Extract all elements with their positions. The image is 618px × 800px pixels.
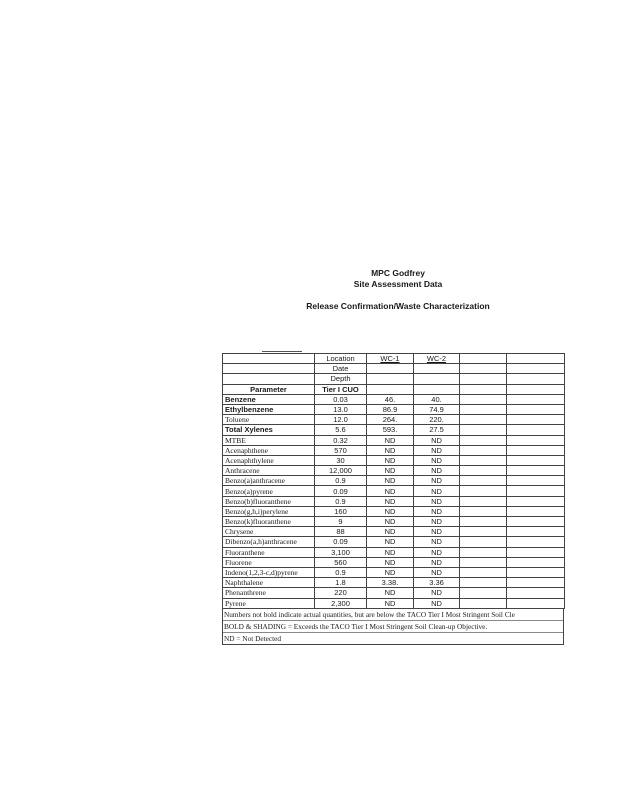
cuo-cell: 0.32 [315,435,367,445]
blank-cell [460,547,507,557]
note-nd: ND = Not Detected [223,632,563,644]
parameter-cell: Acenaphthylene [223,455,315,465]
cuo-cell: 12,000 [315,466,367,476]
cuo-cell: 160 [315,506,367,516]
parameter-cell: Benzo(g,h,i)perylene [223,506,315,516]
blank-cell [507,466,565,476]
header-row-date [223,364,565,374]
table-row [223,425,565,435]
wc2-cell: ND [414,527,460,537]
cuo-cell: 220 [315,588,367,598]
cuo-cell: 3,100 [315,547,367,557]
wc1-cell: ND [367,517,414,527]
header-blank [223,354,315,364]
table-row [223,547,565,557]
blank-cell [507,364,565,374]
blank-cell [507,455,565,465]
wc2-cell: ND [414,496,460,506]
site-name: MPC Godfrey [371,268,425,278]
blank-cell [460,578,507,588]
blank-cell [414,374,460,384]
report-subtitle: Site Assessment Data [353,279,443,289]
table-row [223,435,565,445]
blank-cell [507,527,565,537]
blank-cell [507,537,565,547]
parameter-cell: Benzene [223,394,315,404]
blank-cell [507,598,565,608]
section-title: Release Confirmation/Waste Characterization [306,301,490,311]
blank-cell [460,384,507,394]
blank-cell [507,496,565,506]
header-wc1: WC-1 [367,354,414,364]
wc1-cell: ND [367,455,414,465]
header-parameter: Parameter [223,384,315,394]
parameter-cell: Chrysene [223,527,315,537]
blank-cell [507,445,565,455]
blank-cell [460,527,507,537]
blank-cell [460,567,507,577]
wc2-cell: ND [414,506,460,516]
table-row [223,445,565,455]
table-row [223,578,565,588]
blank-cell [507,557,565,567]
wc2-cell: ND [414,547,460,557]
table-row [223,588,565,598]
parameter-cell: MTBE [223,435,315,445]
parameter-cell: Pyrene [223,598,315,608]
cuo-cell: 0.03 [315,394,367,404]
parameter-cell: Fluoranthene [223,547,315,557]
wc1-cell: 46. [367,394,414,404]
table-row [223,557,565,567]
blank-cell [507,588,565,598]
blank-cell [460,435,507,445]
wc1-cell: ND [367,466,414,476]
wc1-cell: ND [367,567,414,577]
blank-cell [460,466,507,476]
parameter-cell: Benzo(a)pyrene [223,486,315,496]
parameter-cell: Acenaphthene [223,445,315,455]
cuo-cell: 0.09 [315,486,367,496]
cuo-cell: 0.09 [315,537,367,547]
blank-cell [460,486,507,496]
blank-cell [507,425,565,435]
blank-cell [507,476,565,486]
cuo-cell: 0.9 [315,476,367,486]
wc2-cell: ND [414,455,460,465]
blank-cell [460,496,507,506]
note-not-bold: Numbers not bold indicate actual quantities, but are below the TACO Tier I Most Stringent Soil Cle [224,609,515,619]
blank-cell [460,445,507,455]
blank-cell [507,394,565,404]
wc2-cell: ND [414,537,460,547]
wc1-cell: ND [367,435,414,445]
wc1-cell: ND [367,537,414,547]
parameter-cell: Indeno(1,2,3-c,d)pyrene [223,567,315,577]
blank-cell [223,364,315,374]
table-row [223,537,565,547]
parameter-cell: Benzo(b)fluoranthene [223,496,315,506]
data-table-wrapper [222,353,564,645]
wc2-cell: ND [414,476,460,486]
parameter-cell: Total Xylenes [223,425,315,435]
blank-cell [367,384,414,394]
table-row [223,404,565,414]
table-row [223,527,565,537]
cuo-cell: 0.9 [315,496,367,506]
blank-cell [367,364,414,374]
blank-cell [460,476,507,486]
blank-cell [507,486,565,496]
cuo-cell: 13.0 [315,404,367,414]
table-row [223,598,565,608]
table-row [223,415,565,425]
table-row [223,496,565,506]
wc2-cell: ND [414,588,460,598]
blank-cell [507,404,565,414]
header-row-depth [223,374,565,384]
blank-cell [460,517,507,527]
blank-cell [507,547,565,557]
blank-cell [414,364,460,374]
parameter-cell: Anthracene [223,466,315,476]
table-row [223,486,565,496]
blank-cell [460,374,507,384]
wc1-cell: ND [367,547,414,557]
cuo-cell: 560 [315,557,367,567]
header-tier: Tier I CUO [315,384,367,394]
wc2-cell: 27.5 [414,425,460,435]
wc2-cell: 40. [414,394,460,404]
wc1-cell: ND [367,445,414,455]
blank-cell [507,384,565,394]
header-location: Location [315,354,367,364]
wc1-cell: ND [367,557,414,567]
note-bold-shading: BOLD & SHADING = Exceeds the TACO Tier I Most Stringent Soil Clean-up Objective. [223,620,563,632]
parameter-cell: Ethylbenzene [223,404,315,414]
wc1-cell: ND [367,506,414,516]
cuo-cell: 9 [315,517,367,527]
parameter-cell: Phenanthrene [223,588,315,598]
blank-cell [507,506,565,516]
header-extra-2 [507,354,565,364]
wc2-cell: ND [414,598,460,608]
wc1-cell: ND [367,588,414,598]
wc1-cell: ND [367,598,414,608]
table-row [223,517,565,527]
blank-cell [507,578,565,588]
blank-cell [460,404,507,414]
table-row [223,506,565,516]
blank-cell [460,455,507,465]
table-top-rule [262,351,302,352]
blank-cell [460,394,507,404]
wc2-cell: ND [414,445,460,455]
table-row [223,476,565,486]
wc2-cell: ND [414,435,460,445]
blank-cell [223,374,315,384]
header-extra-1 [460,354,507,364]
wc2-cell: 220. [414,415,460,425]
site-assessment-table [222,353,565,609]
header-row-parameter [223,384,565,394]
parameter-cell: Fluorene [223,557,315,567]
cuo-cell: 5.6 [315,425,367,435]
blank-cell [460,506,507,516]
table-row [223,466,565,476]
blank-cell [507,517,565,527]
wc2-cell: 3.36 [414,578,460,588]
parameter-cell: Dibenzo(a,h)anthracene [223,537,315,547]
header-wc2: WC-2 [414,354,460,364]
wc1-cell: 3.38. [367,578,414,588]
cuo-cell: 30 [315,455,367,465]
blank-cell [367,374,414,384]
wc1-cell: 264. [367,415,414,425]
wc1-cell: ND [367,527,414,537]
title-block [258,268,538,311]
wc1-cell: ND [367,496,414,506]
wc1-cell: ND [367,476,414,486]
wc2-cell: 74.9 [414,404,460,414]
blank-cell [460,364,507,374]
wc1-cell: 593. [367,425,414,435]
wc2-cell: ND [414,486,460,496]
blank-cell [507,567,565,577]
cuo-cell: 570 [315,445,367,455]
parameter-cell: Toluene [223,415,315,425]
cuo-cell: 12.0 [315,415,367,425]
wc2-cell: ND [414,567,460,577]
cuo-cell: 0.9 [315,567,367,577]
header-depth: Depth [315,374,367,384]
blank-cell [507,435,565,445]
wc2-cell: ND [414,466,460,476]
table-notes [222,609,564,645]
blank-cell [507,415,565,425]
table-row [223,567,565,577]
wc1-cell: ND [367,486,414,496]
cuo-cell: 1.8 [315,578,367,588]
blank-cell [460,537,507,547]
table-row [223,394,565,404]
blank-cell [460,598,507,608]
cuo-cell: 2,300 [315,598,367,608]
parameter-cell: Benzo(a)anthracene [223,476,315,486]
wc1-cell: 86.9 [367,404,414,414]
cuo-cell: 88 [315,527,367,537]
table-row [223,455,565,465]
header-date: Date [315,364,367,374]
wc2-cell: ND [414,517,460,527]
parameter-cell: Naphthalene [223,578,315,588]
blank-cell [460,557,507,567]
parameter-cell: Benzo(k)fluoranthene [223,517,315,527]
blank-cell [460,415,507,425]
blank-cell [460,588,507,598]
blank-cell [507,374,565,384]
wc2-cell: ND [414,557,460,567]
blank-cell [460,425,507,435]
blank-cell [414,384,460,394]
header-row-location [223,354,565,364]
